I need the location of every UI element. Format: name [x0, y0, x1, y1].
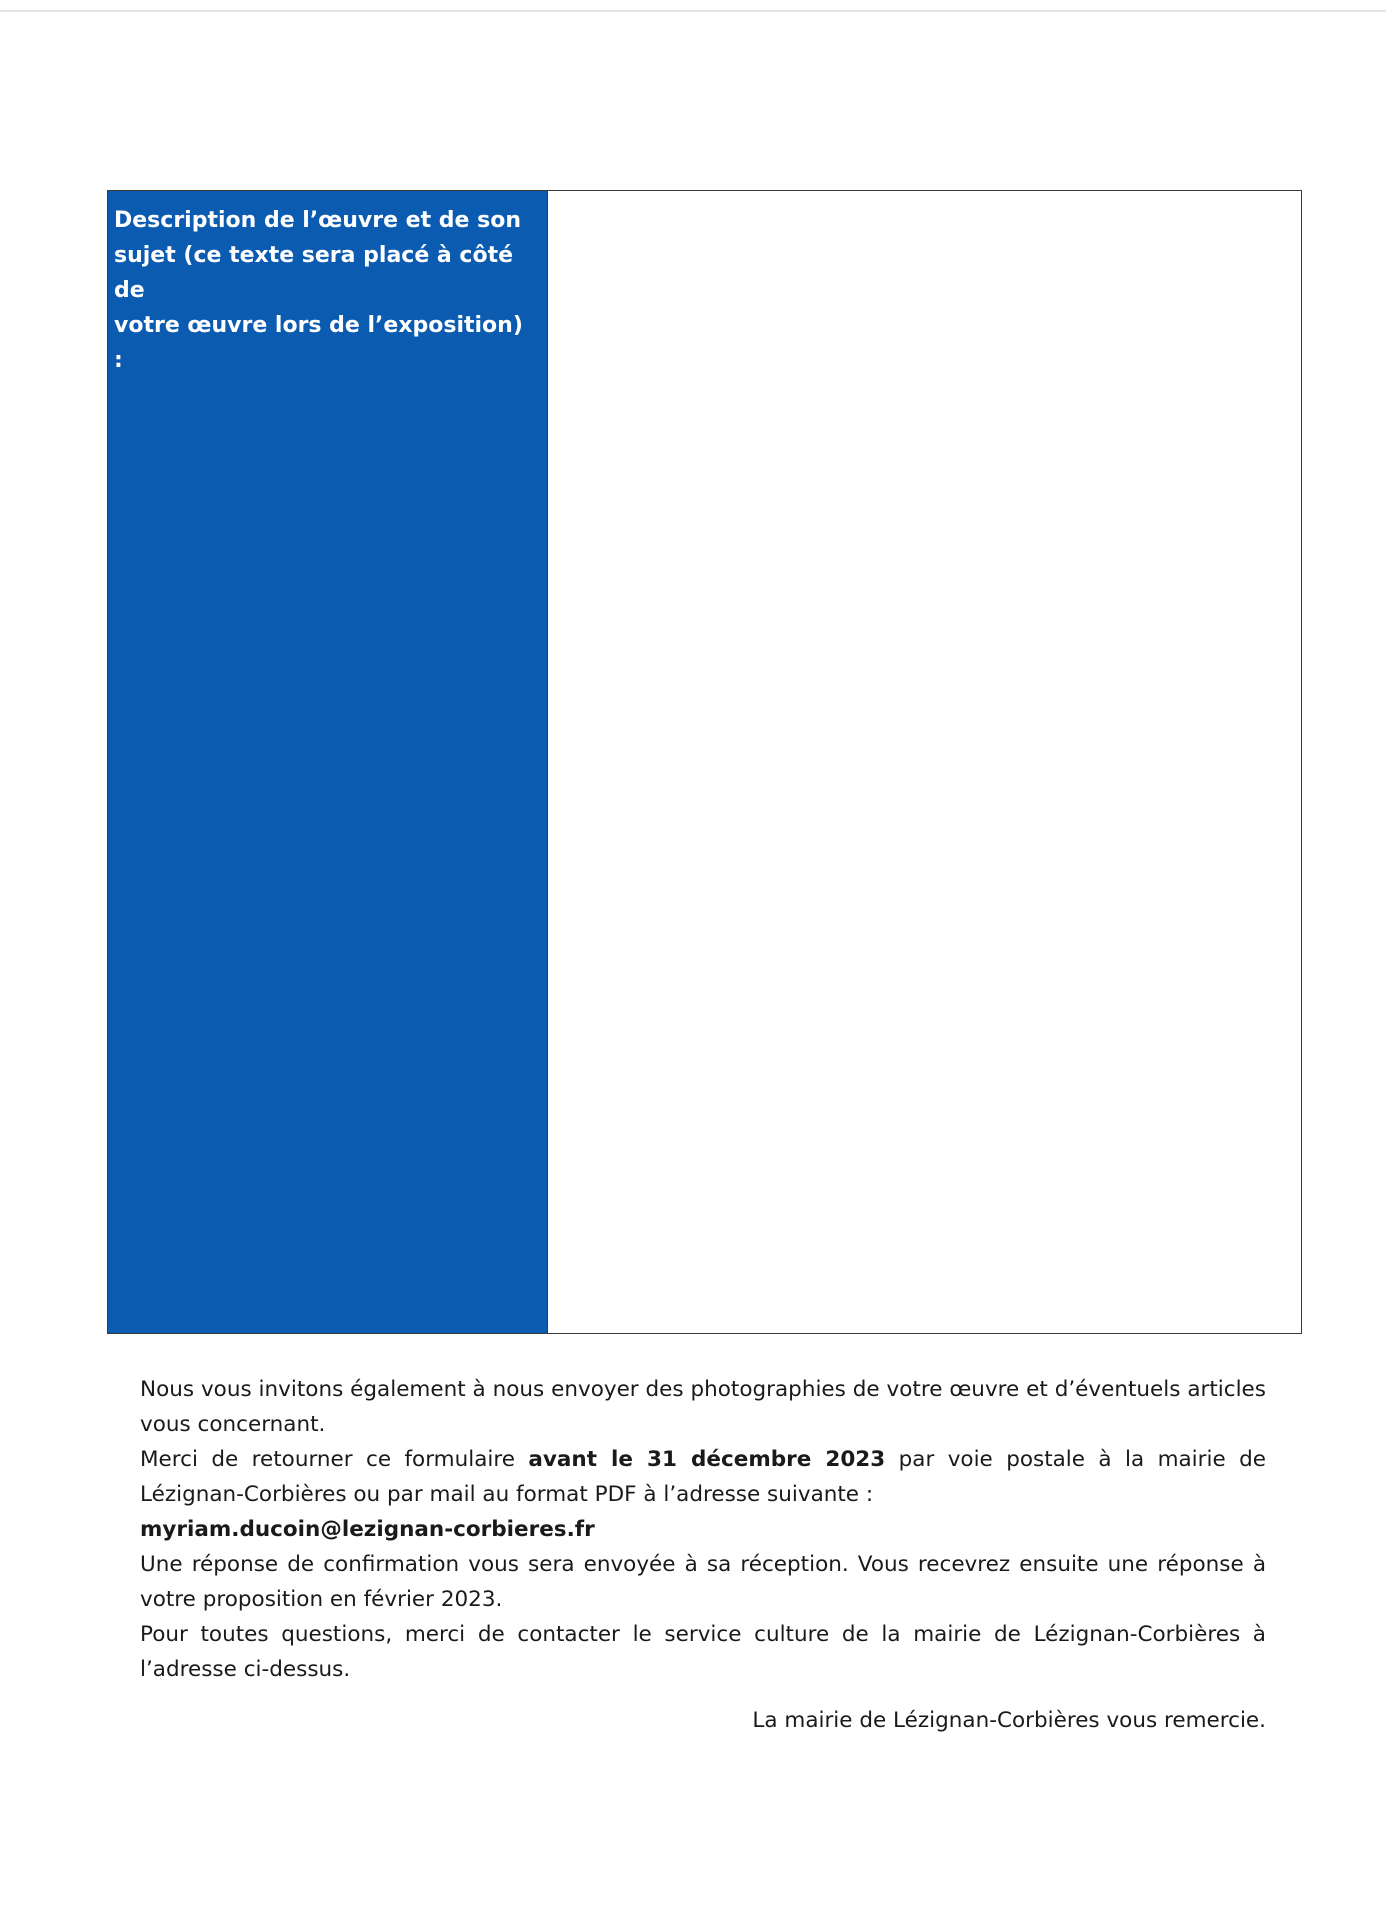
description-label-line-3: votre œuvre lors de l’exposition) : [114, 313, 523, 373]
closing-thanks: La mairie de Lézignan-Corbières vous remercie. [752, 1708, 1266, 1733]
deadline-text: avant le 31 décembre 2023 [528, 1447, 886, 1472]
contact-email: myriam.ducoin@lezignan-corbieres.fr [140, 1517, 595, 1542]
scan-edge-line [0, 10, 1386, 12]
confirmation-paragraph: Une réponse de confirmation vous sera envoyée à sa réception. Vous recevrez ensuite une réponse à votre proposition en février 2023. [140, 1552, 1266, 1612]
invite-paragraph: Nous vous invitons également à nous envoyer des photographies de votre œuvre et d’éventuels articles vous concernant. [140, 1377, 1266, 1437]
questions-paragraph: Pour toutes questions, merci de contacter le service culture de la mairie de Lézignan-Corbières à l’adresse ci-dessus. [140, 1622, 1266, 1682]
return-text-start: Merci de retourner ce formulaire [140, 1447, 529, 1472]
return-paragraph [140, 1442, 1266, 1512]
description-label-cell [108, 191, 548, 1333]
description-label-line-1: Description de l’œuvre et de son [114, 208, 521, 233]
instructions-block [140, 1372, 1266, 1687]
return-text-end: par voie postale à la mairie de Lézignan-Corbières ou par mail au format PDF à l’adresse suivante : [140, 1447, 1266, 1507]
description-answer-field[interactable] [548, 191, 1301, 1333]
description-label-line-2: sujet (ce texte sera placé à côté de [114, 243, 514, 303]
description-form-table [107, 190, 1302, 1334]
